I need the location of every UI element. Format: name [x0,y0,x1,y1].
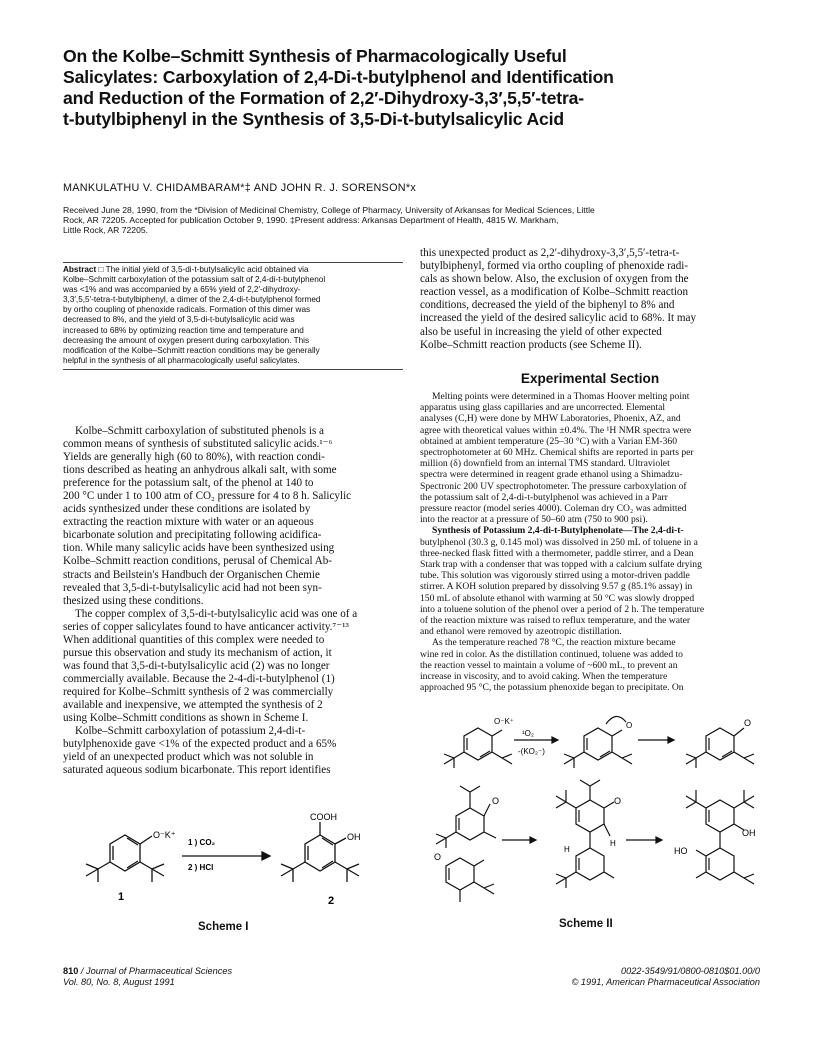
body-line: conditions, decreased the yield of the biphenyl to 8% and [420,299,675,312]
body-line: extracting the reaction mixture with water or an aqueous [63,516,314,529]
abstract-line: helpful in the synthesis of all pharmacologically useful salicylates. [63,355,300,365]
body-line: Yields are generally high (60 to 80%), with reaction condi- [63,451,325,464]
body-line: required for Kolbe–Schmitt synthesis of 2 was commercially [63,685,334,698]
singlet-oxygen-label: ¹O₂ [522,729,534,738]
body-line: tions described as heating an anhydrous alkali salt, with some [63,464,337,477]
volume-info: Vol. 80, No. 8, August 1991 [63,977,175,987]
body-line: increased the yield of the desired salicylic acid to 68%. It may [420,312,697,325]
body-line: apparatus using glass capillaries and are uncorrected. Elemental [420,402,666,414]
title-line: and Reduction of the Formation of 2,2′-Dihydroxy-3,3′,5,5′-tetra- [63,88,585,108]
body-line: the potassium salt of 2,4-di-t-butylphenol was achieved in a Parr [420,491,668,503]
cooh-label: COOH [310,812,337,822]
dimer-mid-oxygen-label: O [614,796,622,806]
received-note [63,205,763,236]
body-line: million (δ) downfield from an internal TMS standard. Ultraviolet [420,458,670,470]
body-line: into a toluene solution of the phenol over a period of 2 h. The temperature [420,603,705,615]
biphenyl-oh-label: OH [742,828,756,838]
compound-2-number: 2 [328,895,335,907]
body-line: 150 mL of absolute ethanol with warming at 50 °C was slowly dropped [420,592,695,604]
title-line: On the Kolbe–Schmitt Synthesis of Pharmacologically Useful [63,46,567,66]
body-line: 200 °C under 1 to 100 atm of CO₂ pressure for 4 to 8 h. Salicylic [63,490,352,503]
body-line: cals as shown below. Also, the exclusion of oxygen from the [420,273,689,286]
scheme-1-caption: Scheme I [198,921,249,933]
body-line: using Kolbe–Schmitt conditions as shown in Scheme I. [63,712,309,725]
radical-oxygen-label: O [626,721,633,730]
body-line: pursue this observation and study its mechanism of action, it [63,646,332,659]
scheme-1-diagram [70,808,400,918]
body-line: was found that 3,5-di-t-butylsalicylic acid (2) was no longer [63,659,330,672]
body-line: common means of synthesis of substituted salicylic acids.¹⁻⁶ [63,438,333,451]
body-line: When additional quantities of this complex were needed to [63,633,325,646]
dimer-oxygen-label-2: O [434,852,442,862]
body-line: acids synthesized under these conditions are isolated by [63,503,311,516]
copyright: © 1991, American Pharmaceutical Association [571,977,760,987]
title-line: t-butylbiphenyl in the Synthesis of 3,5-Di-t-butylsalicylic Acid [63,109,565,129]
body-line: tube. This solution was vigorously stirred using a motor-driven paddle [420,570,690,582]
body-left-column [63,425,403,777]
body-line: As the temperature reached 78 °C, the reaction mixture became [432,637,676,649]
body-line: wine red in color. As the distillation continued, toluene was added to [420,648,683,660]
abstract-line: 3,3′,5,5′-tetra-t-butylbiphenyl, a dimer of the 2,4-di-t-butylphenol formed [63,295,321,305]
reagent-step-1: 1 ) CO₂ [188,838,216,847]
abstract [63,262,403,370]
body-line: butylphenol (30.3 g, 0.145 mol) was dissolved in 250 mL of toluene in a [420,536,698,548]
phenoxide-label: O⁻K⁺ [494,717,515,726]
body-right-top [420,247,760,352]
body-line: Melting points were determined in a Thomas Hoover melting point [432,391,690,402]
hydrogen-label-2: H [564,845,570,854]
body-line: Kolbe–Schmitt reaction conditions, perusal of Chemical Ab- [63,555,332,568]
body-line: this unexpected product as 2,2′-dihydroxy-3,3′,5,5′-tetra-t- [420,247,680,259]
body-line: butylphenoxide gave <1% of the expected product and a 65% [63,738,337,751]
abstract-line: increased to 68% by optimizing reaction time and temperature and [63,325,304,335]
body-line: spectrophotometer at 60 MHz. Chemical shifts are reported in parts per [420,447,694,459]
body-line: reaction vessel, as a modification of Kolbe–Schmitt reaction [420,286,689,299]
body-line: obtained at ambient temperature (25–30 °C) with a Varian EM-360 [420,435,678,447]
body-line: Stark trap with a condenser that was topped with a calcium sulfate drying [420,559,702,571]
abstract-line: by ortho coupling of phenoxide radicals. Formation of this dimer was [63,305,311,315]
body-line: increase in viscosity, and to avoid caking. When the temperature [420,671,668,683]
body-line: approached 95 °C, the potassium phenoxide began to precipitate. On [420,682,684,694]
body-line: Synthesis of Potassium 2,4-di-t-Butylphenolate—The 2,4-di-t- [432,525,684,537]
body-line: pressure reactor (model series 4000). Coleman dry CO₂ was admitted [420,503,687,515]
body-line: analyses (C,H) were done by MHW Laboratories, Phoenix, AZ, and [420,413,681,425]
scheme-2-caption: Scheme II [559,918,613,930]
body-line: saturated aqueous sodium bicarbonate. This report identifies [63,764,331,777]
body-line: tion. While many salicylic acids have been synthesized using [63,542,335,555]
journal-name: / Journal of Pharmaceutical Sciences [80,966,233,976]
body-line: preference for the potassium salt, of the phenol at 140 to [63,477,314,490]
body-line: into the reactor at a pressure of 50–60 atm (750 to 900 psi). [420,514,648,526]
body-line: three-necked flask fitted with a thermometer, paddle stirrer, and a Dean [420,547,694,559]
body-line: the reaction vessel to maintain a volume of ~600 mL, to prevent an [420,659,678,671]
oh-label: OH [347,832,361,842]
article-title [63,46,763,130]
abstract-line: was <1% and was accompanied by a 65% yield of 2,2′-dihydroxy- [63,285,301,295]
abstract-line: decreasing the amount of oxygen present during carboxylation. This [63,335,310,345]
title-line: Salicylates: Carboxylation of 2,4-Di-t-butylphenol and Identification [63,67,614,87]
reagent-step-2: 2 ) HCl [188,863,214,872]
abstract-label: Abstract □ [63,265,104,274]
body-line: series of copper salicylates found to have anticancer activity.⁷⁻¹³ [63,620,349,633]
body-line: revealed that 3,5-di-t-butylsalicylic acid had not been syn- [63,581,322,594]
abstract-line: Abstract □ The initial yield of 3,5-di-t-butylsalicylic acid obtained via [63,265,309,274]
body-line: yield of an unexpected product which was not soluble in [63,751,314,764]
biphenyl-ho-label: HO [674,846,688,856]
body-line: and ethanol were removed by azeotropic distillation. [420,626,622,638]
body-line: spectra were determined in reagent grade ethanol using a Shimadzu- [420,469,683,481]
body-line: of the reaction mixture was raised to reflux temperature, and the water [420,615,691,627]
body-line: butylbiphenyl, formed via ortho coupling of phenoxide radi- [420,260,689,273]
quinone-oxygen-label: O [744,718,752,728]
footer-journal [63,966,232,988]
body-line: Kolbe–Schmitt reaction products (see Scheme II). [420,338,642,351]
body-line: stracts and Beilstein's Handbuch der Organischen Chemie [63,568,320,581]
scheme-2-diagram [430,680,770,920]
body-line: Kolbe–Schmitt carboxylation of substituted phenols is a [75,425,324,437]
body-line: Spectronic 200 UV spectrophotometer. The pressure carboxylation of [420,480,687,492]
compound-1-number: 1 [118,891,125,903]
benzene-ring-product [305,835,335,871]
abstract-line: modification of the Kolbe–Schmitt reaction conditions may be generally [63,345,320,355]
body-line: agree with theoretical values within ±0.4%. The ¹H NMR spectra were [420,424,692,436]
section-heading: Experimental Section [520,371,660,386]
reactant-label: O⁻K⁺ [153,830,176,840]
footer-copyright [572,966,760,988]
body-line: bicarbonate solution and precipitating following acidifica- [63,529,322,542]
article-code: 0022-3549/91/0800-0810$01.00/0 [621,966,760,976]
body-line: The copper complex of 3,5-di-t-butylsalicylic acid was one of a [75,607,358,620]
benzene-ring-reactant [110,835,140,871]
hydrogen-label: H [610,839,616,848]
body-line: available and inexpensive, we attempted the synthesis of 2 [63,698,323,711]
body-line: Kolbe–Schmitt carboxylation of potassium 2,4-di-t- [75,725,306,738]
body-line: also be useful in increasing the yield of other expected [420,325,662,338]
received-line: Rock, AR 72205. Accepted for publication October 9, 1990. ‡Present address: Arkansas Department of Health, 4815 W. Markham, [63,215,559,226]
abstract-line: Kolbe–Schmitt carboxylation of the potassium salt of 2,4-di-t-butylphenol [63,275,326,285]
dimer-oxygen-label: O [492,796,500,806]
authors: MANKULATHU V. CHIDAMBARAM*‡ AND JOHN R. J. SORENSON*x [63,182,417,194]
received-line: Received June 28, 1990, from the *Division of Medicinal Chemistry, College of Pharmacy, University of Arkansas for Medical Sciences, Little [63,205,595,215]
body-line: thesized using these conditions. [63,594,204,607]
received-line: Little Rock, AR 72205. [63,225,149,236]
body-line: commercially available. Because the 2-4-di-t-butylphenol (1) [63,672,335,685]
page-number: 810 [63,966,79,976]
superoxide-loss-label: -(KO₂⁻) [518,747,545,756]
abstract-line: decreased to 8%, and the yield of 3,5-di-t-butylsalicylic acid was [63,315,295,325]
body-line: stirrer. A KOH solution prepared by dissolving 9.57 g (85.1% assay) in [420,581,693,593]
body-right-column [420,391,760,693]
